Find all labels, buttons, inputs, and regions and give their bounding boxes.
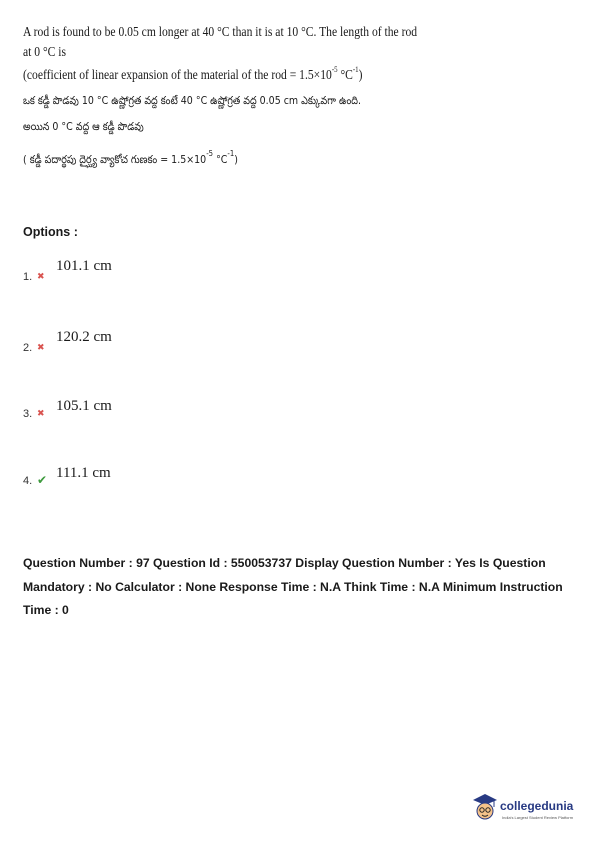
wrong-mark-icon: ✖ <box>37 271 45 281</box>
option-text: 101.1 cm <box>56 258 112 274</box>
brand-tagline: India's Largest Student Review Platform <box>502 815 574 820</box>
brand-name: collegedunia <box>500 799 574 813</box>
question-line-telugu: ఒక కడ్డీ పొడవు 10 °C ఉష్ణోగ్రత వద్ద కంటే 40 °C ఉష్ణోగ్రత వద్ద 0.05 cm ఎక్కువగా ఉంది. <box>23 94 361 107</box>
wrong-mark-icon: ✖ <box>37 408 45 418</box>
options-label: Options : <box>23 225 78 239</box>
graduate-cap-mascot-icon <box>472 793 498 823</box>
question-line-telugu: అయిన 0 °C వద్ద ఆ కడ్డీ పొడవు <box>23 120 144 133</box>
question-text <box>23 22 462 172</box>
option-text: 111.1 cm <box>56 465 111 481</box>
metadata-line: Question Number : 97 Question Id : 550053737 Display Question Number : Yes Is Question <box>23 556 546 570</box>
coefficient-line-telugu: ( కడ్డీ పదార్థపు దైర్ఘ్య వ్యాకోచ గుణకం = $1.5\times 10^{-5}$ $^\circ C^{-1}$) <box>23 149 238 166</box>
collegedunia-logo <box>472 793 590 827</box>
question-line: at 0 °C is <box>23 44 67 59</box>
option-number: 3. <box>23 408 33 420</box>
option-text: 105.1 cm <box>56 398 112 414</box>
metadata-line: Mandatory : No Calculator : None Response Time : N.A Think Time : N.A Minimum Instruction <box>23 579 563 594</box>
option-number: 4. <box>23 475 33 487</box>
check-mark-icon: ✔ <box>37 473 48 487</box>
wrong-mark-icon: ✖ <box>37 342 45 352</box>
option-text: 120.2 cm <box>56 329 112 345</box>
question-line: A rod is found to be 0.05 cm longer at 40 °C than it is at 10 °C. The length of the rod <box>23 24 418 39</box>
question-metadata <box>23 552 583 623</box>
metadata-line: Time : 0 <box>23 603 69 617</box>
option-number: 2. <box>23 342 33 354</box>
option-number: 1. <box>23 271 33 283</box>
coefficient-line: (coefficient of linear expansion of the material of the rod = $1.5\times 10^{-5}$ $^\circ C^{-1}$) <box>23 65 363 82</box>
